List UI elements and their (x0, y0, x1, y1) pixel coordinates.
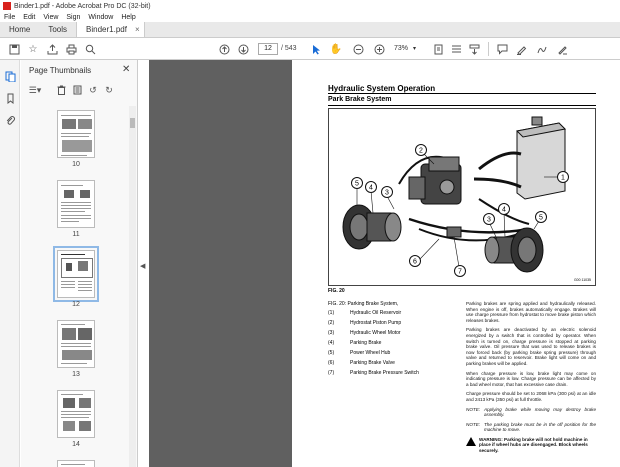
legend-item: (3) Hydraulic Wheel Motor (328, 330, 401, 336)
fit-page-icon[interactable] (432, 43, 444, 55)
menu-help[interactable]: Help (121, 13, 136, 21)
bookmarks-icon[interactable] (4, 92, 16, 104)
collapse-panel-icon[interactable]: ◀ (140, 263, 146, 270)
legend-item: (1) Hydraulic Oil Reservoir (328, 310, 402, 316)
figure-legend (328, 301, 458, 380)
page-total: / 543 (281, 45, 297, 52)
hydraulic-diagram (329, 109, 595, 285)
thumbnail-label: 10 (72, 161, 80, 168)
section-title: Hydraulic System Operation (328, 84, 436, 93)
menu-edit[interactable]: Edit (23, 13, 36, 21)
warning-text: WARNING: Parking brake will not hold machine in place if wheel hubs are disengaged. Block wheels securely. (479, 436, 588, 454)
zoom-level-value: 73% (394, 45, 409, 52)
search-icon[interactable] (84, 43, 96, 55)
warning-block (466, 437, 596, 454)
chevron-down-icon: ▾ (412, 46, 416, 52)
rotate-right-icon[interactable]: ↻ (105, 84, 113, 95)
attachments-icon[interactable] (4, 114, 16, 126)
menu-window[interactable]: Window (88, 13, 114, 21)
tab-document-label: Binder1.pdf (86, 25, 127, 34)
subsection-title: Park Brake System (328, 96, 392, 103)
close-tab-icon[interactable]: × (134, 25, 140, 34)
thumbnail-label: 12 (72, 301, 80, 308)
paragraph: When charge pressure is low, brake light may come on indicating pressure is low. Charge pressure can be affected by a bad wheel motor, that has excessive case drain. (466, 370, 596, 387)
upload-icon[interactable] (46, 43, 58, 55)
thumbnail-scrollbar[interactable] (129, 106, 136, 467)
fill-sign-icon[interactable] (556, 43, 568, 55)
note: NOTE: The parking brake must be in the off position for the machine to move. (466, 421, 596, 433)
bookmark-star-icon[interactable]: ☆ (28, 43, 38, 55)
tab-home[interactable]: Home (9, 25, 31, 34)
legend-item: (5) Power Wheel Hub (328, 350, 391, 356)
scrollbar-thumb[interactable] (130, 118, 135, 128)
page-display-icon[interactable] (450, 43, 462, 55)
page-thumbnail-10[interactable] (57, 110, 95, 158)
figure-reference-code: G00 11035 (573, 278, 591, 282)
menu-file[interactable]: File (4, 13, 16, 21)
page-thumbnails-panel (21, 60, 138, 467)
select-cursor-icon[interactable] (310, 43, 322, 55)
rotate-left-icon[interactable]: ↺ (89, 84, 97, 95)
callout-2: 2 (419, 147, 423, 155)
scroll-mode-icon[interactable] (468, 43, 480, 55)
delete-page-icon[interactable] (55, 84, 67, 96)
highlight-pen-icon[interactable] (515, 43, 527, 55)
page-thumbnail-15[interactable] (57, 460, 95, 467)
previous-page-icon[interactable] (218, 43, 230, 55)
panel-toolbar (25, 84, 135, 98)
callout-7: 7 (458, 268, 462, 276)
divider (328, 105, 596, 106)
legend-item: (6) Parking Brake Valve (328, 360, 395, 366)
menu-view[interactable]: View (43, 13, 59, 21)
tab-tools[interactable]: Tools (48, 25, 68, 34)
callout-6: 6 (413, 258, 417, 266)
options-menu-icon[interactable]: ☰▾ (28, 84, 42, 95)
panel-title: Page Thumbnails (29, 66, 92, 75)
callout-1: 1 (561, 174, 565, 182)
paragraph: Parking brakes are deactivated by an electric solenoid energized by a switch that is controlled by operator. When switch is turned on, charge pressure is stopped at parking brake valve. Oil pressure that was used to release brakes is now forced back (by parking brake spring pressure) through valve and returned to reservoir. Brake light will come on and parking brakes will be applied. (466, 327, 596, 366)
comment-icon[interactable] (496, 43, 508, 55)
thumbnail-label: 14 (72, 441, 80, 448)
page-thumbnail-14[interactable] (57, 390, 95, 438)
reservoir-illustration (517, 117, 565, 199)
legend-item: (2) Hydrostat Piston Pump (328, 320, 402, 326)
callout-4: 4 (369, 184, 373, 192)
page-thumbnail-11[interactable] (57, 180, 95, 228)
thumbnail-label: 13 (72, 371, 80, 378)
legend-caption: FIG. 20: Parking Brake System, (328, 301, 399, 307)
menu-bar (0, 12, 620, 22)
callout-4: 4 (502, 206, 506, 214)
save-icon[interactable] (8, 43, 20, 55)
menu-sign[interactable]: Sign (66, 13, 81, 21)
page-number-input[interactable]: 12 (258, 43, 278, 55)
next-page-icon[interactable] (237, 43, 249, 55)
page-thumbnail-13[interactable] (57, 320, 95, 368)
tab-document[interactable] (76, 22, 145, 37)
close-panel-icon[interactable]: ✕ (122, 64, 131, 75)
thumbnail-label: 11 (72, 231, 80, 238)
page-thumbnail-12[interactable] (57, 250, 95, 298)
hand-tool-icon[interactable]: ✋ (329, 43, 343, 55)
print-icon[interactable] (65, 43, 77, 55)
toolbar-divider (488, 42, 489, 56)
zoom-in-icon[interactable] (373, 43, 385, 55)
callout-5: 5 (539, 214, 543, 222)
insert-page-icon[interactable] (71, 84, 83, 96)
callout-3: 3 (487, 216, 491, 224)
draw-icon[interactable] (535, 43, 547, 55)
pdf-page (292, 60, 620, 467)
legend-item: (4) Parking Brake (328, 340, 382, 346)
main-toolbar (0, 38, 620, 60)
page-thumbnails-icon[interactable] (4, 70, 16, 82)
callout-3: 3 (385, 189, 389, 197)
note: NOTE: Applying brake while moving may destroy brake assembly. (466, 406, 596, 418)
valve-illustration (447, 227, 461, 237)
paragraph: Parking brakes are spring applied and hydraulically released. When engine is off, brakes automatically engage. Brakes will use charge pressure from hydrostat to move brake piston which releases brakes. (466, 301, 596, 323)
callout-5: 5 (355, 180, 359, 188)
legend-item: (7) Parking Brake Pressure Switch (328, 370, 419, 376)
divider (328, 93, 596, 94)
warning-triangle-icon (466, 437, 476, 446)
paragraph: Charge pressure should be set to 2068 kPa (300 psi) at an idle and 2413 kPa (350 psi) at full throttle. (466, 391, 596, 402)
tab-bar (0, 22, 620, 38)
thumbnail-list (21, 104, 130, 467)
acrobat-app-icon (3, 2, 11, 10)
figure-park-brake-system (328, 108, 596, 286)
body-text (466, 301, 596, 454)
zoom-out-icon[interactable] (352, 43, 364, 55)
document-viewer[interactable] (149, 60, 620, 467)
left-wheel-hub-illustration (343, 205, 401, 249)
title-bar (0, 0, 620, 12)
left-navigation-rail (0, 60, 20, 467)
zoom-level-select[interactable] (394, 43, 422, 55)
figure-label: FIG. 20 (328, 288, 345, 294)
window-title: Binder1.pdf - Adobe Acrobat Pro DC (32-bit) (14, 2, 151, 10)
